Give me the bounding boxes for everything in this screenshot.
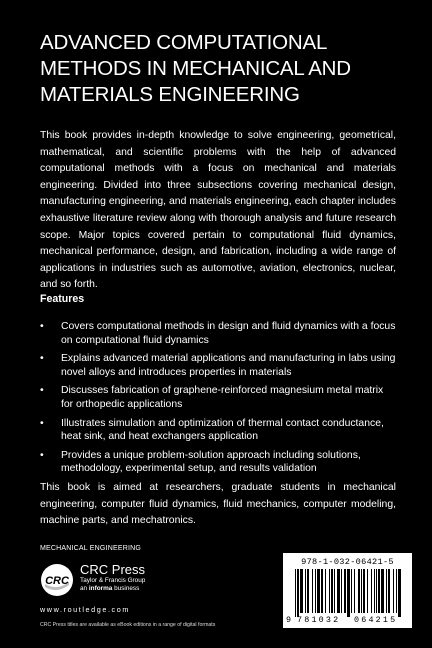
barcode-bar — [315, 569, 316, 613]
publisher-tagline — [80, 585, 145, 593]
barcode-bar — [331, 569, 333, 613]
feature-item — [40, 320, 396, 347]
tagline-suffix: business — [112, 585, 140, 592]
barcode-bar — [329, 569, 330, 613]
isbn-number: 978-1-032-06421-5 — [301, 557, 394, 567]
barcode-bar — [396, 569, 397, 613]
barcode-bar — [367, 569, 368, 613]
logo-lettering: CRC — [45, 575, 69, 587]
barcode-bar — [378, 569, 380, 613]
publisher-name: CRC Press — [80, 562, 146, 577]
feature-item — [40, 352, 396, 379]
barcode-bar — [386, 569, 387, 613]
barcode-bar — [354, 569, 355, 613]
features-heading: Features — [40, 293, 85, 305]
feature-text: Covers computational methods in design and fluid dynamics with a focus on computational fluid dynamics — [61, 321, 396, 346]
feature-item — [40, 417, 396, 444]
title-line-2: METHODS IN MECHANICAL AND — [40, 57, 351, 80]
barcode-bar — [361, 569, 362, 613]
barcode-bar — [337, 569, 340, 613]
bullet-icon: • — [40, 417, 44, 429]
barcode-bar — [297, 569, 299, 617]
barcode-bar — [358, 569, 360, 613]
isbn-digit-group-2: 064215 — [354, 615, 398, 625]
barcode-bar — [317, 569, 320, 613]
barcode-bar — [374, 569, 375, 613]
isbn-barcode — [283, 553, 412, 628]
barcode-bar — [398, 569, 401, 617]
isbn-digit-group-1: 781032 — [297, 615, 341, 625]
title-line-3: MATERIALS ENGINEERING — [40, 83, 300, 106]
barcode-bar — [305, 569, 306, 613]
intro-paragraph: This book provides in-depth knowledge to solve engineering, geometrical, mathematical, and scientific problems with the help of advanced computational methods with a focus on mechanical and materials engineering. Divided into three subsections covering mechanical design, manufacturing engineering, and materials engineering, each chapter includes exhaustive literature review along with thorough analysis and future research scope. Major topics covered pertain to computational fluid dynamics, mechanical performance, design, and fabrication, including a wide range of applications in industries such as automotive, aviation, electronics, nuclear, and so forth. — [40, 130, 396, 291]
barcode-bar — [371, 569, 372, 613]
barcode-bar — [341, 569, 342, 613]
feature-text: Explains advanced material applications and manufacturing in labs using novel alloys and introduces properties in materials — [61, 353, 396, 378]
barcode-bar — [321, 569, 323, 613]
feature-text: Discusses fabrication of graphene-reinforced magnesium metal matrix for orthopedic applications — [61, 385, 384, 410]
barcode-bar — [351, 569, 352, 613]
title-line-1: ADVANCED COMPUTATIONAL — [40, 31, 328, 54]
tagline-prefix: an — [80, 585, 89, 592]
barcode-bar — [295, 569, 296, 617]
feature-text: Illustrates simulation and optimization of thermal contact conductance, heat sink, and heat exchangers application — [61, 417, 384, 443]
book-title — [40, 30, 400, 108]
barcode-bar — [307, 569, 309, 613]
barcode-bar — [312, 569, 313, 613]
bullet-icon: • — [40, 353, 44, 365]
barcode-bar — [393, 569, 394, 613]
barcode-bar — [334, 569, 335, 613]
features-list — [40, 320, 396, 481]
feature-item — [40, 384, 396, 411]
bullet-icon: • — [40, 321, 44, 332]
bullet-icon: • — [40, 449, 44, 461]
feature-text: Provides a unique problem-solution approach including solutions, methodology, experimental setup, and results validation — [61, 449, 361, 475]
barcode-bar — [381, 569, 384, 613]
publisher-group: Taylor & Francis Group — [80, 577, 146, 584]
subject-category: MECHANICAL ENGINEERING — [40, 545, 141, 552]
barcode-bar — [376, 569, 377, 613]
ebook-note: CRC Press titles are available as eBook editions in a range of digital formats — [40, 622, 216, 628]
barcode-bar — [344, 569, 346, 613]
barcode-bar — [300, 569, 303, 613]
feature-item — [40, 449, 396, 476]
tagline-informa: informa — [88, 585, 113, 592]
audience-paragraph: This book is aimed at researchers, graduate students in mechanical engineering, computer fluid dynamics, fluid mechanics, computer modeling, machine parts, and mechatronics. — [40, 482, 396, 527]
publisher-website[interactable]: www.routledge.com — [40, 605, 130, 614]
isbn-digit-lead: 9 — [286, 615, 292, 625]
barcode-bar — [325, 569, 326, 613]
bullet-icon: • — [40, 385, 44, 397]
crc-press-logo-icon — [40, 563, 74, 597]
barcode-bar — [363, 569, 365, 613]
publisher-block — [80, 563, 145, 593]
barcode-bar — [347, 569, 350, 617]
barcode-bar — [388, 569, 390, 613]
